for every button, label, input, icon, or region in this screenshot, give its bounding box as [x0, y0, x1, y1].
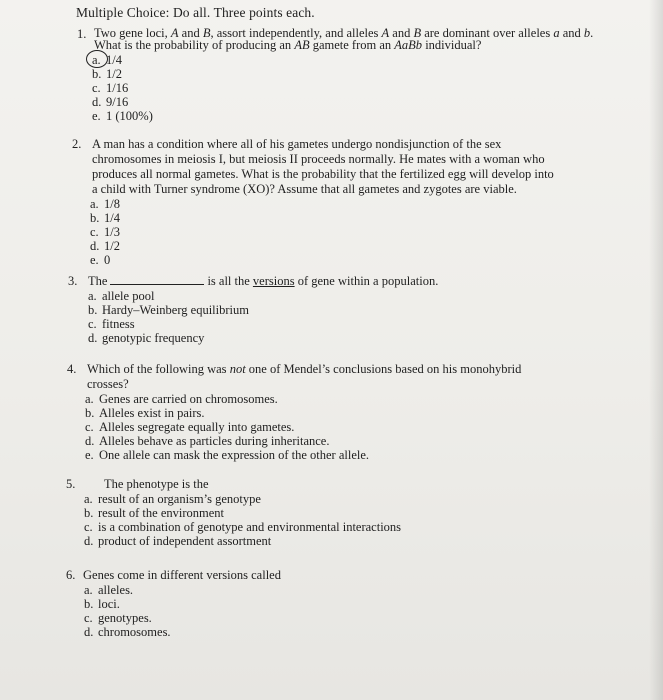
option-d[interactable]: d. Alleles behave as particles during inheritance. [85, 434, 330, 448]
question-number: 5. [66, 477, 76, 491]
question-number: 2. [72, 137, 82, 151]
question-number: 1. [77, 27, 87, 41]
options-list [84, 583, 586, 639]
option-b[interactable]: b. 1/4 [90, 211, 120, 225]
option-a[interactable]: a. allele pool [88, 289, 155, 303]
question-text: The phenotype is the [104, 477, 209, 491]
option-c[interactable]: c. 1/3 [90, 225, 120, 239]
option-e[interactable]: e. 0 [90, 253, 111, 267]
option-c[interactable]: c. genotypes. [84, 611, 152, 625]
question-6 [66, 568, 586, 639]
option-b[interactable]: b. Hardy–Weinberg equilibrium [88, 303, 249, 317]
option-d[interactable]: d. 1/2 [90, 239, 120, 253]
question-text: The is all the versions of gene within a population. [88, 274, 439, 288]
question-number: 6. [66, 568, 76, 582]
question-number: 3. [68, 274, 78, 288]
option-d[interactable]: d. genotypic frequency [88, 331, 205, 345]
option-e[interactable]: e. One allele can mask the expression of the other allele. [85, 448, 370, 462]
option-c[interactable]: c. fitness [88, 317, 135, 331]
option-a[interactable]: a. 1/4 [92, 53, 597, 67]
option-d[interactable]: d. chromosomes. [84, 625, 171, 639]
question-text: Genes come in different versions called [83, 568, 281, 582]
options-list [85, 392, 587, 462]
question-4 [67, 362, 587, 462]
question-text: A man has a condition where all of his gametes undergo nondisjunction of the sex chromosomes in meiosis I, but meiosis II proceeds normally. He mates with a woman who produces all normal gametes. What is the probability that the fertilized egg will develop into a child with Turner syndrome (XO)? Assume that all gametes and zygotes are viable. [92, 137, 554, 196]
options-list [90, 197, 602, 267]
option-e[interactable]: e. 1 (100%) [92, 109, 153, 123]
question-3 [68, 274, 588, 345]
option-c[interactable]: c. Alleles segregate equally into gametes. [85, 420, 295, 434]
option-a[interactable]: a. alleles. [84, 583, 134, 597]
page-title: Multiple Choice: Do all. Three points each. [76, 5, 315, 20]
question-text: Two gene loci, A and B, assort independently, and alleles A and B are dominant over alleles a and b. What is the probability of producing an AB gamete from an AaBb individual? [94, 26, 594, 52]
question-1 [77, 27, 597, 123]
option-b[interactable]: b. result of the environment [84, 506, 225, 520]
option-d[interactable]: d. product of independent assortment [84, 534, 272, 548]
option-b[interactable]: b. 1/2 [92, 67, 122, 81]
question-2 [72, 137, 602, 267]
options-list [88, 289, 588, 345]
option-b[interactable]: b. loci. [84, 597, 120, 611]
options-list [84, 492, 586, 548]
option-a[interactable]: a. result of an organism’s genotype [84, 492, 261, 506]
option-a[interactable]: a. 1/8 [90, 197, 120, 211]
options-list [92, 53, 597, 123]
option-b[interactable]: b. Alleles exist in pairs. [85, 406, 205, 420]
option-c[interactable]: c. is a combination of genotype and environmental interactions [84, 520, 402, 534]
page-edge-shadow [649, 0, 663, 700]
question-text: Which of the following was not one of Mendel’s conclusions based on his monohybrid crosses? [87, 362, 522, 391]
fill-in-blank[interactable] [110, 284, 204, 285]
option-a[interactable]: a. Genes are carried on chromosomes. [85, 392, 278, 406]
option-d[interactable]: d. 9/16 [92, 95, 129, 109]
option-c[interactable]: c. 1/16 [92, 81, 129, 95]
question-number: 4. [67, 362, 77, 376]
question-5 [66, 477, 586, 548]
